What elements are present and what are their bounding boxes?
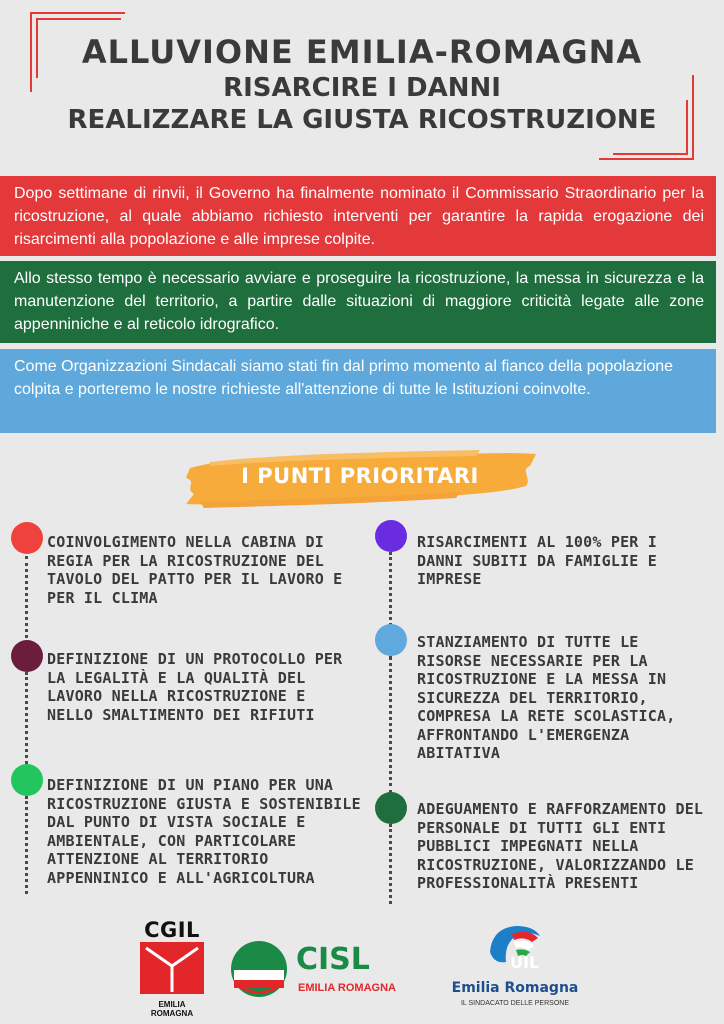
priority-dot — [375, 792, 407, 824]
uil-tagline: IL SINDACATO DELLE PERSONE — [460, 1000, 569, 1007]
paragraph-green: Allo stesso tempo è necessario avviare e proseguire la ricostruzione, la messa in sicurezza e la manutenzione del territorio, a partire dalle situazioni di maggiore criticità legate alle zone appenniniche e al reticolo idrografico. — [0, 261, 716, 343]
priority-dot — [375, 520, 407, 552]
page-subtitle-2: REALIZZARE LA GIUSTA RICOSTRUZIONE — [67, 105, 657, 135]
priority-dot — [11, 640, 43, 672]
page-subtitle-1: RISARCIRE I DANNI — [223, 73, 501, 103]
timeline-connector — [25, 556, 28, 644]
paragraph-red: Dopo settimane di rinvii, il Governo ha finalmente nominato il Commissario Straordinario per la ricostruzione, al quale abbiamo richiesto interventi per garantire la rapida erogazione dei risarcimenti alla popolazione e alle imprese colpite. — [0, 176, 716, 256]
timeline-connector — [25, 672, 28, 764]
paragraph-blue: Come Organizzazioni Sindacali siamo stati fin dal primo momento al fianco della popolazione colpita e porteremo le nostre richieste all'attenzione di tutte le Istituzioni coinvolte. — [0, 349, 716, 433]
cisl-name: CISL — [296, 942, 370, 977]
header — [0, 32, 724, 136]
priority-item: ADEGUAMENTO E RAFFORZAMENTO DEL PERSONALE DI TUTTI GLI ENTI PUBBLICI IMPEGNATI NELLA RICOSTRUZIONE, VALORIZZANDO LE PROFESSIONALITÀ PRESENTI — [417, 800, 704, 892]
uil-mark — [482, 922, 544, 976]
timeline-connector — [389, 824, 392, 904]
timeline-connector — [389, 552, 392, 626]
priorities-heading: I PUNTI PRIORITARI — [241, 464, 479, 488]
cgil-mark — [140, 942, 204, 994]
priority-dot — [11, 764, 43, 796]
cisl-logo — [230, 940, 420, 1000]
page-title: ALLUVIONE EMILIA-ROMAGNA — [81, 33, 643, 71]
cgil-region: EMILIA ROMAGNA — [150, 1000, 194, 1018]
priority-item: COINVOLGIMENTO NELLA CABINA DI REGIA PER LA RICOSTRUZIONE DEL TAVOLO DEL PATTO PER IL LAVORO E PER IL CLIMA — [47, 533, 343, 607]
cisl-mark — [230, 940, 288, 998]
priority-item: RISARCIMENTI AL 100% PER I DANNI SUBITI DA FAMIGLIE E IMPRESE — [417, 533, 657, 588]
timeline-connector — [25, 796, 28, 894]
timeline-connector — [389, 656, 392, 794]
uil-region: Emilia Romagna — [451, 980, 579, 996]
priority-item: DEFINIZIONE DI UN PROTOCOLLO PER LA LEGALITÀ E LA QUALITÀ DEL LAVORO NELLA RICOSTRUZIONE E NELLO SMALTIMENTO DEI RIFIUTI — [47, 650, 343, 724]
uil-name: UIL — [510, 953, 540, 972]
priority-dot — [375, 624, 407, 656]
cgil-name: CGIL — [144, 918, 200, 942]
priority-item: DEFINIZIONE DI UN PIANO PER UNA RICOSTRUZIONE GIUSTA E SOSTENIBILE DAL PUNTO DI VISTA SOCIALE E AMBIENTALE, CON PARTICOLARE ATTENZIONE AL TERRITORIO APPENNINICO E ALL'AGRICOLTURA — [47, 776, 361, 887]
cgil-logo — [140, 918, 204, 1018]
uil-logo — [440, 922, 590, 1012]
priority-dot — [11, 522, 43, 554]
cisl-region: EMILIA ROMAGNA — [298, 982, 396, 994]
priority-item: STANZIAMENTO DI TUTTE LE RISORSE NECESSARIE PER LA RICOSTRUZIONE E LA MESSA IN SICUREZZA DEL TERRITORIO, COMPRESA LA RETE SCOLASTICA, AFFRONTANDO L'EMERGENZA ABITATIVA — [417, 633, 676, 762]
